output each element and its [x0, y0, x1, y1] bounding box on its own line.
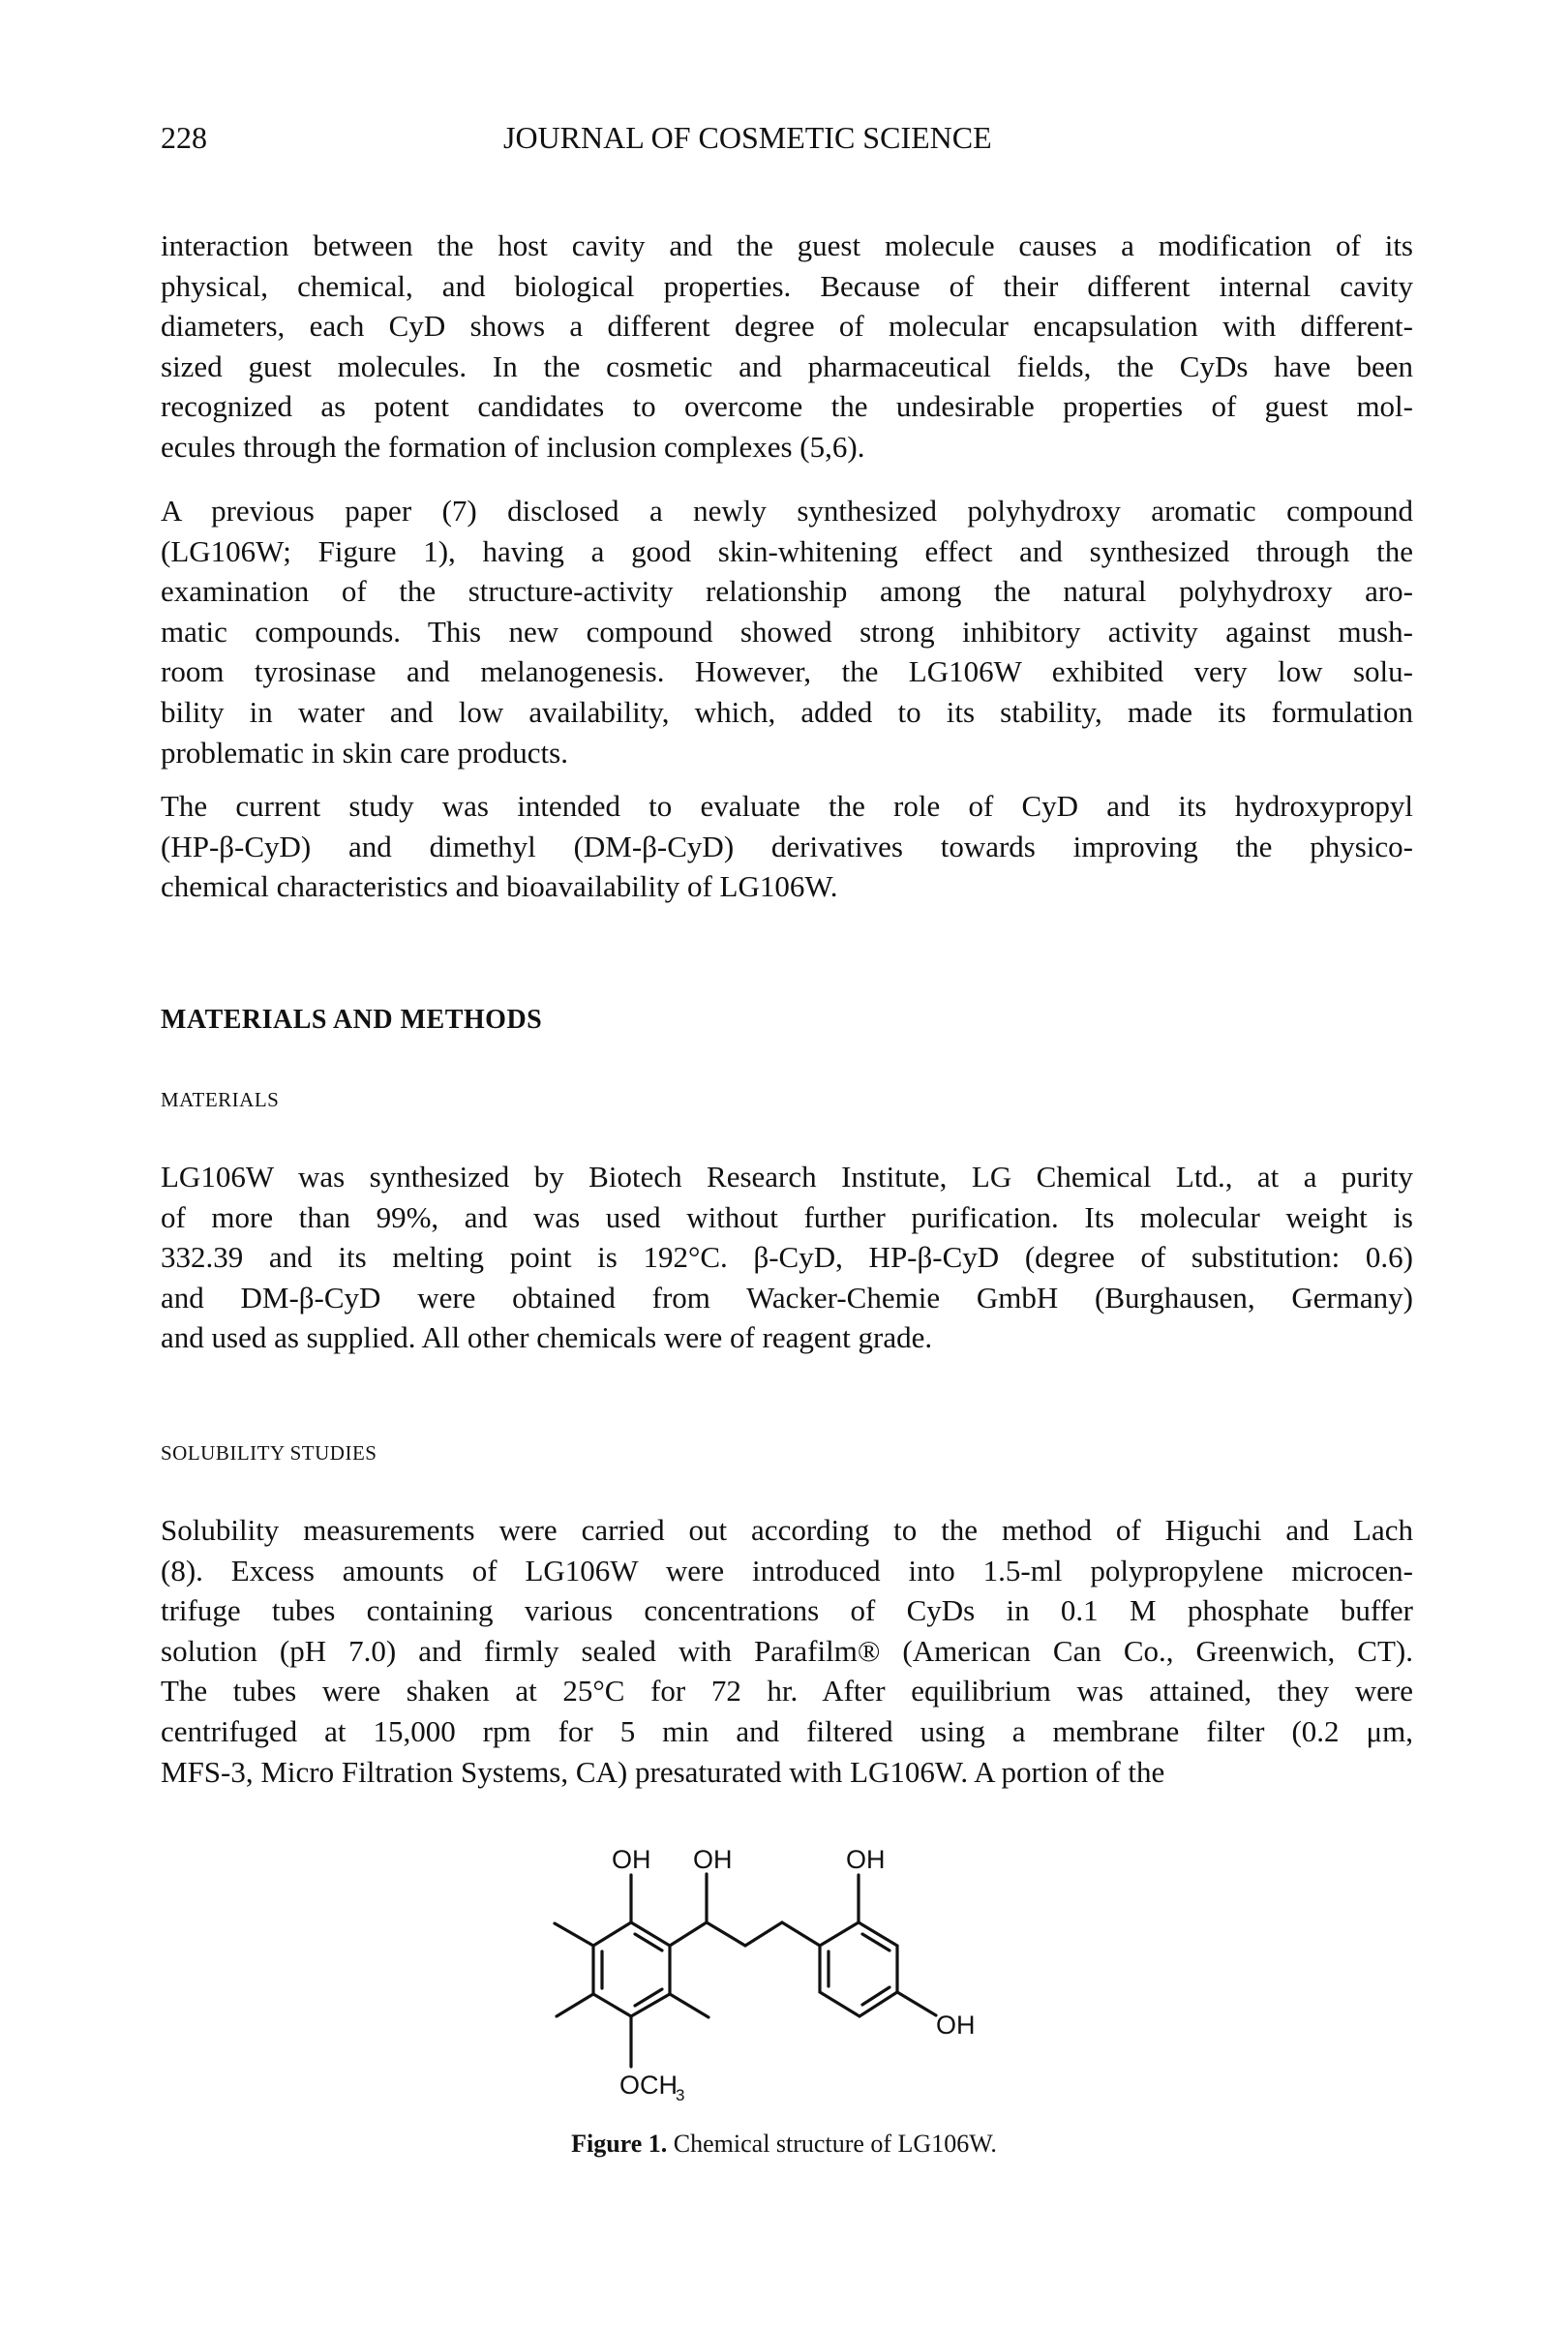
double-bond — [635, 1989, 662, 2006]
text-line: (8). Excess amounts of LG106W were introduced into 1.5-ml polypropylene microcen- — [161, 1553, 1413, 1587]
text-line: of more than 99%, and was used without further purification. Its molecular weight is — [161, 1199, 1413, 1234]
figure-caption-text: Chemical structure of LG106W. — [673, 2130, 997, 2158]
text-line: (LG106W; Figure 1), having a good skin-whitening effect and synthesized through the — [161, 533, 1413, 568]
double-bond — [635, 1934, 662, 1950]
text-line: physical, chemical, and biological properties. Because of their different internal cavity — [161, 268, 1413, 303]
bond — [897, 1992, 936, 2015]
methyl-bond — [555, 1923, 593, 1946]
text-line: ecules through the formation of inclusion complexes (5,6). — [161, 429, 865, 464]
figure-caption-label: Figure 1. — [571, 2130, 668, 2158]
text-line: chemical characteristics and bioavailability of LG106W. — [161, 869, 838, 904]
text-line: LG106W was synthesized by Biotech Research Institute, LG Chemical Ltd., at a purity — [161, 1160, 1413, 1194]
hydroxyl-label: OH — [693, 1845, 733, 1874]
text-line: diameters, each CyD shows a different degree of molecular encapsulation with different- — [161, 309, 1413, 344]
propyl-chain — [670, 1922, 820, 1946]
hydroxyl-label: OH — [846, 1845, 886, 1874]
double-bond — [862, 1987, 890, 2005]
text-line: trifuge tubes containing various concentrations of CyDs in 0.1 M phosphate buffer — [161, 1593, 1413, 1628]
text-line: and DM-β-CyD were obtained from Wacker-Chemie GmbH (Burghausen, Germany) — [161, 1280, 1413, 1315]
text-line: centrifuged at 15,000 rpm for 5 min and filtered using a membrane filter (0.2 μm, — [161, 1713, 1413, 1748]
text-line: solution (pH 7.0) and firmly sealed with Parafilm® (American Can Co., Greenwich, CT). — [161, 1633, 1413, 1668]
text-line: examination of the structure-activity relationship among the natural polyhydroxy aro- — [161, 574, 1413, 609]
hydroxyl-label: OH — [936, 2011, 976, 2040]
section-heading: MATERIALS AND METHODS — [161, 1005, 543, 1035]
double-bond — [862, 1934, 890, 1950]
subsection-heading-solubility: SOLUBILITY STUDIES — [161, 1441, 377, 1465]
hydroxyl-label: OH — [612, 1845, 651, 1874]
figure-caption — [0, 2130, 1568, 2159]
methyl-bond — [557, 1994, 593, 2016]
text-line: matic compounds. This new compound showed strong inhibitory activity against mush- — [161, 614, 1413, 649]
methyl-bond — [670, 1994, 709, 2017]
running-header: JOURNAL OF COSMETIC SCIENCE — [503, 120, 992, 155]
page-number: 228 — [161, 120, 207, 155]
text-line: Solubility measurements were carried out according to the method of Higuchi and Lach — [161, 1513, 1413, 1547]
text-line: 332.39 and its melting point is 192°C. β-CyD, HP-β-CyD (degree of substitution: 0.6) — [161, 1240, 1413, 1275]
text-line: The current study was intended to evaluate the role of CyD and its hydroxypropyl — [161, 789, 1413, 823]
methoxy-label: OCH — [619, 2071, 678, 2100]
benzene-ring-right — [820, 1922, 897, 2016]
methoxy-subscript: 3 — [676, 2086, 685, 2104]
text-line: recognized as potent candidates to overcome the undesirable properties of guest mol- — [161, 389, 1413, 424]
text-line: sized guest molecules. In the cosmetic and pharmaceutical fields, the CyDs have been — [161, 348, 1413, 383]
text-line: MFS-3, Micro Filtration Systems, CA) presaturated with LG106W. A portion of the — [161, 1754, 1165, 1789]
text-line: problematic in skin care products. — [161, 735, 568, 770]
text-line: The tubes were shaken at 25°C for 72 hr. After equilibrium was attained, they were — [161, 1674, 1413, 1708]
text-line: interaction between the host cavity and the guest molecule causes a modification of its — [161, 228, 1413, 262]
text-line: (HP-β-CyD) and dimethyl (DM-β-CyD) derivatives towards improving the physico- — [161, 829, 1413, 863]
benzene-ring-left — [593, 1922, 670, 2016]
text-line: A previous paper (7) disclosed a newly synthesized polyhydroxy aromatic compound — [161, 494, 1413, 528]
structure-bonds — [555, 1874, 936, 2067]
text-line: bility in water and low availability, which, added to its stability, made its formulation — [161, 694, 1413, 729]
subsection-heading-materials: MATERIALS — [161, 1088, 280, 1111]
text-line: room tyrosinase and melanogenesis. However, the LG106W exhibited very low solu- — [161, 654, 1413, 689]
text-line: and used as supplied. All other chemicals were of reagent grade. — [161, 1320, 933, 1355]
